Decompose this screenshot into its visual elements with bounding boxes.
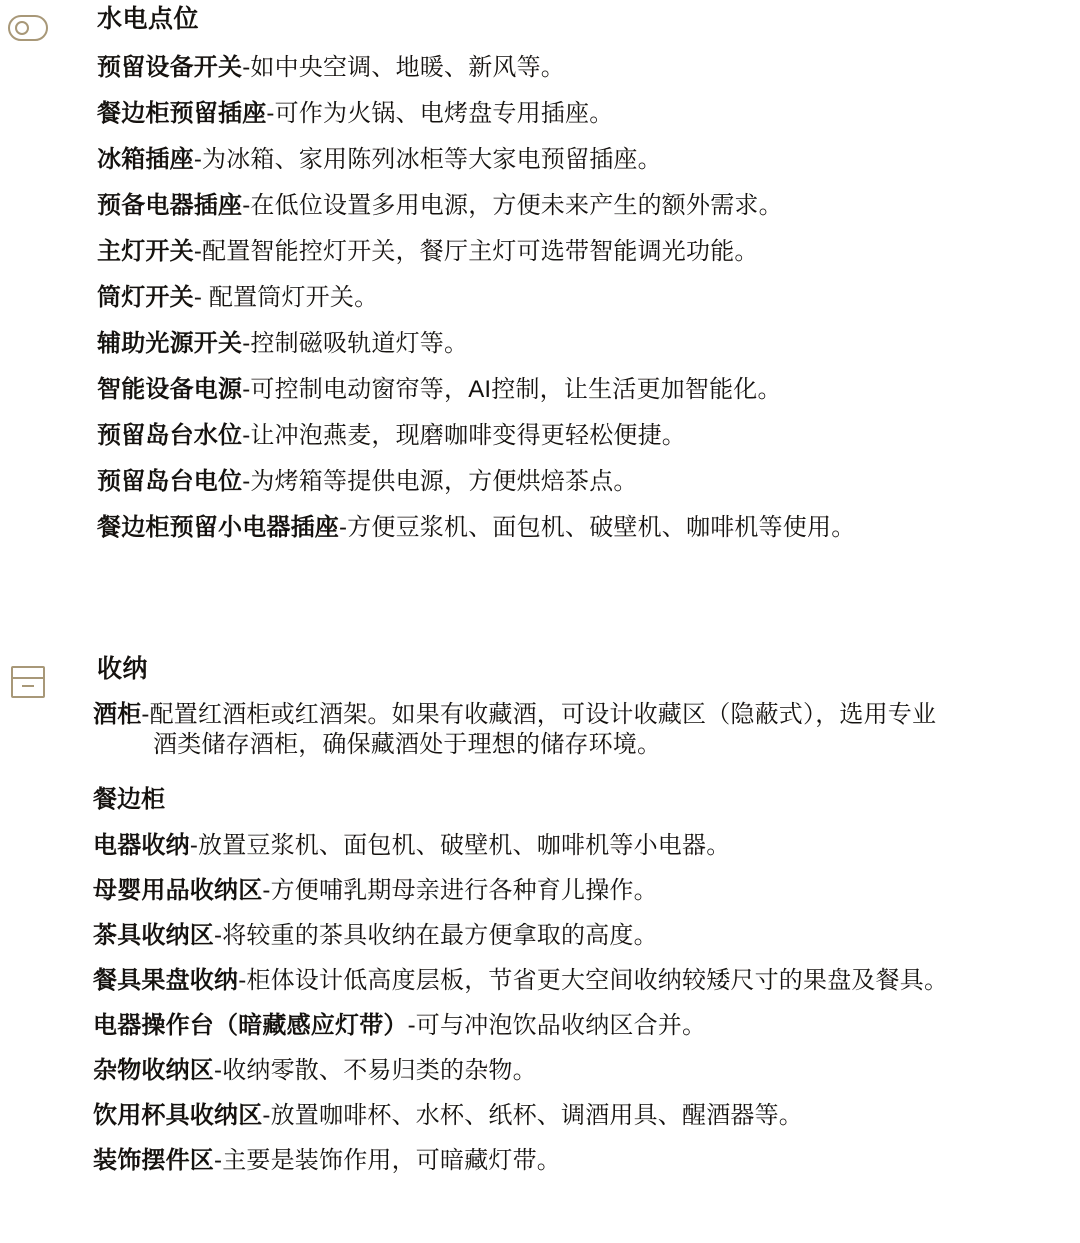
item-desc: -配置红酒柜或红酒架。如果有收藏酒，可设计收藏区（隐蔽式），选用专业 — [141, 701, 937, 728]
item-desc: -配置智能控灯开关，餐厅主灯可选带智能调光功能。 — [193, 237, 759, 265]
item-desc: -方便哺乳期母亲进行各种育儿操作。 — [262, 877, 658, 904]
item-term: 餐边柜预留插座 — [97, 99, 267, 127]
list-item — [97, 513, 1056, 541]
item-desc: -可控制电动窗帘等，AI控制，让生活更加智能化。 — [242, 375, 782, 403]
item-desc: -为冰箱、家用陈列冰柜等大家电预留插座。 — [193, 145, 662, 173]
list-item — [93, 834, 1056, 858]
item-term: 餐具果盘收纳 — [93, 967, 239, 994]
list-item — [93, 879, 1056, 903]
item-term: 主灯开关 — [97, 237, 194, 265]
section-utilities — [0, 0, 1080, 540]
item-term: 餐边柜预留小电器插座 — [97, 513, 339, 541]
utilities-item-list — [97, 53, 1056, 541]
cabinet-icon — [8, 662, 48, 702]
item-desc: - 配置筒灯开关。 — [193, 283, 379, 311]
item-desc: -收纳零散、不易归类的杂物。 — [214, 1057, 537, 1084]
list-item — [97, 145, 1056, 173]
item-term: 智能设备电源 — [97, 375, 243, 403]
list-item — [97, 99, 1056, 127]
list-item — [93, 1149, 1056, 1173]
list-item — [93, 1014, 1056, 1038]
list-item — [93, 1059, 1056, 1083]
item-desc: -让冲泡燕麦，现磨咖啡变得更轻松便捷。 — [242, 421, 686, 449]
item-desc: -控制磁吸轨道灯等。 — [242, 329, 469, 357]
item-desc: -为烤箱等提供电源，方便烘焙茶点。 — [242, 467, 638, 495]
section-body — [97, 6, 1080, 540]
item-desc: -在低位设置多用电源，方便未来产生的额外需求。 — [242, 191, 783, 219]
item-term: 预留设备开关 — [97, 53, 243, 81]
section-title: 水电点位 — [97, 5, 200, 33]
list-item — [97, 283, 1056, 311]
section-body — [93, 654, 1080, 1174]
item-desc: -可与冲泡饮品收纳区合并。 — [407, 1012, 707, 1039]
item-desc: -将较重的茶具收纳在最方便拿取的高度。 — [214, 922, 658, 949]
list-item — [97, 375, 1056, 403]
item-term: 筒灯开关 — [97, 283, 194, 311]
list-item — [97, 467, 1056, 495]
item-desc: -可作为火锅、电烤盘专用插座。 — [266, 99, 614, 127]
section-storage — [0, 656, 1080, 1174]
item-term: 装饰摆件区 — [93, 1147, 214, 1174]
list-item — [93, 924, 1056, 948]
item-desc: -放置咖啡杯、水杯、纸杯、调酒用具、醒酒器等。 — [262, 1102, 803, 1129]
item-term: 冰箱插座 — [97, 145, 194, 173]
list-item — [97, 191, 1056, 219]
list-item — [97, 329, 1056, 357]
item-desc: -柜体设计低高度层板，节省更大空间收纳较矮尺寸的果盘及餐具。 — [238, 967, 949, 994]
item-desc: -放置豆浆机、面包机、破壁机、咖啡机等小电器。 — [189, 832, 731, 859]
storage-item-list — [93, 832, 1056, 1174]
item-term: 茶具收纳区 — [93, 922, 214, 949]
item-term: 预留岛台水位 — [97, 421, 243, 449]
list-item — [97, 421, 1056, 449]
item-term: 预留岛台电位 — [97, 467, 243, 495]
item-term: 母婴用品收纳区 — [93, 877, 263, 904]
item-term: 预备电器插座 — [97, 191, 243, 219]
list-item — [93, 1104, 1056, 1128]
item-term: 酒柜 — [93, 701, 142, 728]
item-term: 辅助光源开关 — [97, 329, 243, 357]
item-desc: -如中央空调、地暖、新风等。 — [242, 53, 565, 81]
power-outlet-icon — [8, 8, 48, 48]
list-item — [97, 237, 1056, 265]
section-title: 收纳 — [97, 654, 149, 683]
item-desc: -方便豆浆机、面包机、破壁机、咖啡机等使用。 — [339, 513, 856, 541]
item-term: 杂物收纳区 — [93, 1057, 214, 1084]
item-term: 电器操作台（暗藏感应灯带） — [93, 1012, 408, 1039]
item-desc-line2: 酒类储存酒柜，确保藏酒处于理想的储存环境。 — [153, 731, 662, 758]
list-item — [97, 53, 1056, 81]
item-term: 电器收纳 — [93, 832, 190, 859]
item-desc: -主要是装饰作用，可暗藏灯带。 — [214, 1147, 561, 1174]
subheading-sideboard: 餐边柜 — [93, 786, 165, 813]
list-item — [93, 969, 1056, 993]
list-item-wine-cabinet — [93, 703, 1056, 757]
item-term: 饮用杯具收纳区 — [93, 1102, 263, 1129]
